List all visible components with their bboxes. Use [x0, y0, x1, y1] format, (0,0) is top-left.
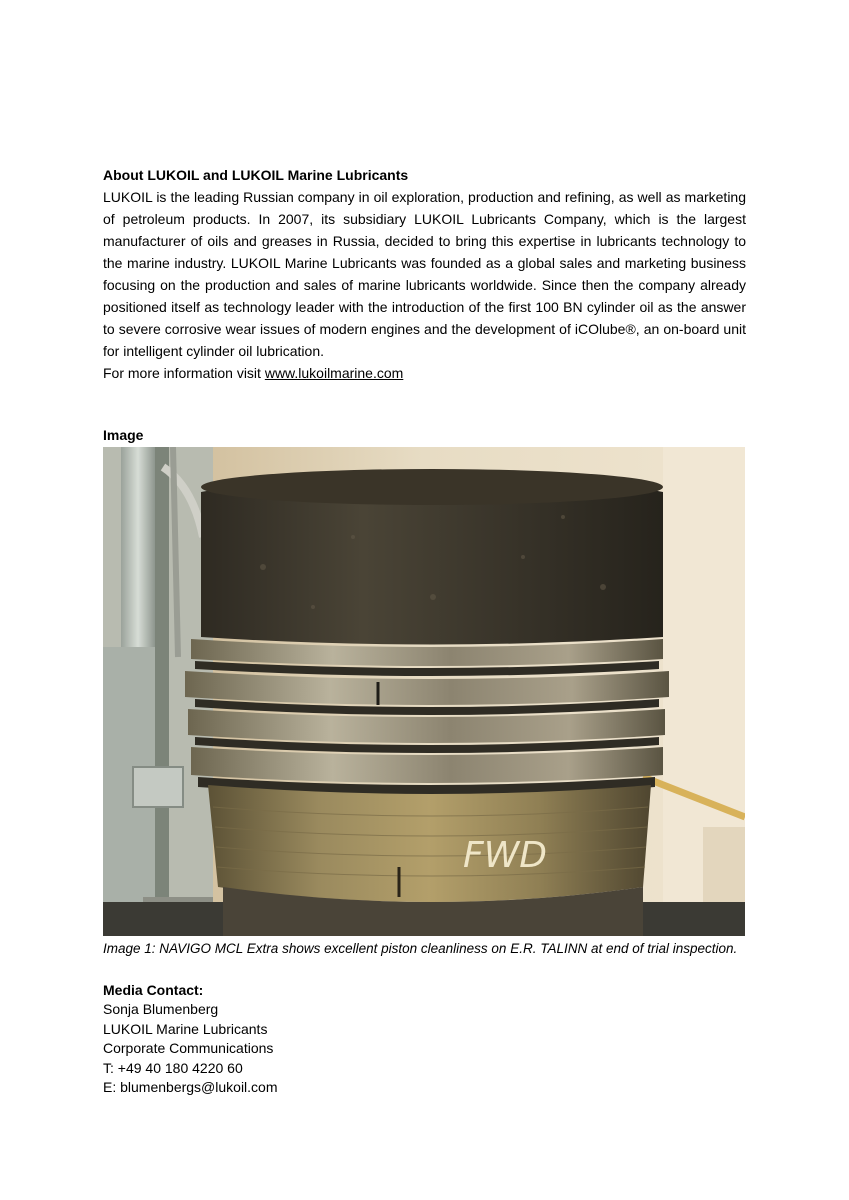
more-info-prefix: For more information visit: [103, 365, 265, 381]
photo-marking: FWD: [463, 835, 548, 876]
about-heading: About LUKOIL and LUKOIL Marine Lubricants: [103, 167, 409, 183]
media-contact: [103, 980, 503, 1098]
more-info-line: [103, 362, 746, 384]
media-contact-heading: Media Contact:: [103, 982, 204, 998]
contact-email: E: blumenbergs@lukoil.com: [103, 1079, 278, 1095]
about-section: [103, 164, 746, 384]
contact-phone: T: +49 40 180 4220 60: [103, 1059, 243, 1076]
website-link[interactable]: www.lukoilmarine.com: [264, 365, 404, 381]
contact-department: Corporate Communications: [103, 1040, 274, 1056]
piston-photo: [103, 447, 745, 936]
about-body: LUKOIL is the leading Russian company in oil exploration, production and refining, as well as marketing of petroleum products. In 2007, its subsidiary LUKOIL Lubricants Company, which is the largest manufacturer of oils and greases in Russia, decided to bring this expertise in lubricants technology to the marine industry. LUKOIL Marine Lubricants was founded as a global sales and marketing business focusing on the production and sales of marine lubricants worldwide. Since then the company already positioned itself as technology leader with the introduction of the first 100 BN cylinder oil as the answer to severe corrosive wear issues of modern engines and the development of iCOlube®, an on-board unit for intelligent cylinder oil lubrication.: [103, 189, 746, 359]
contact-company: LUKOIL Marine Lubricants: [103, 1020, 268, 1037]
image-caption: Image 1: NAVIGO MCL Extra shows excellent piston cleanliness on E.R. TALINN at end of trial inspection.: [103, 941, 738, 956]
image-heading: Image: [103, 427, 144, 443]
contact-name: Sonja Blumenberg: [103, 1001, 219, 1017]
